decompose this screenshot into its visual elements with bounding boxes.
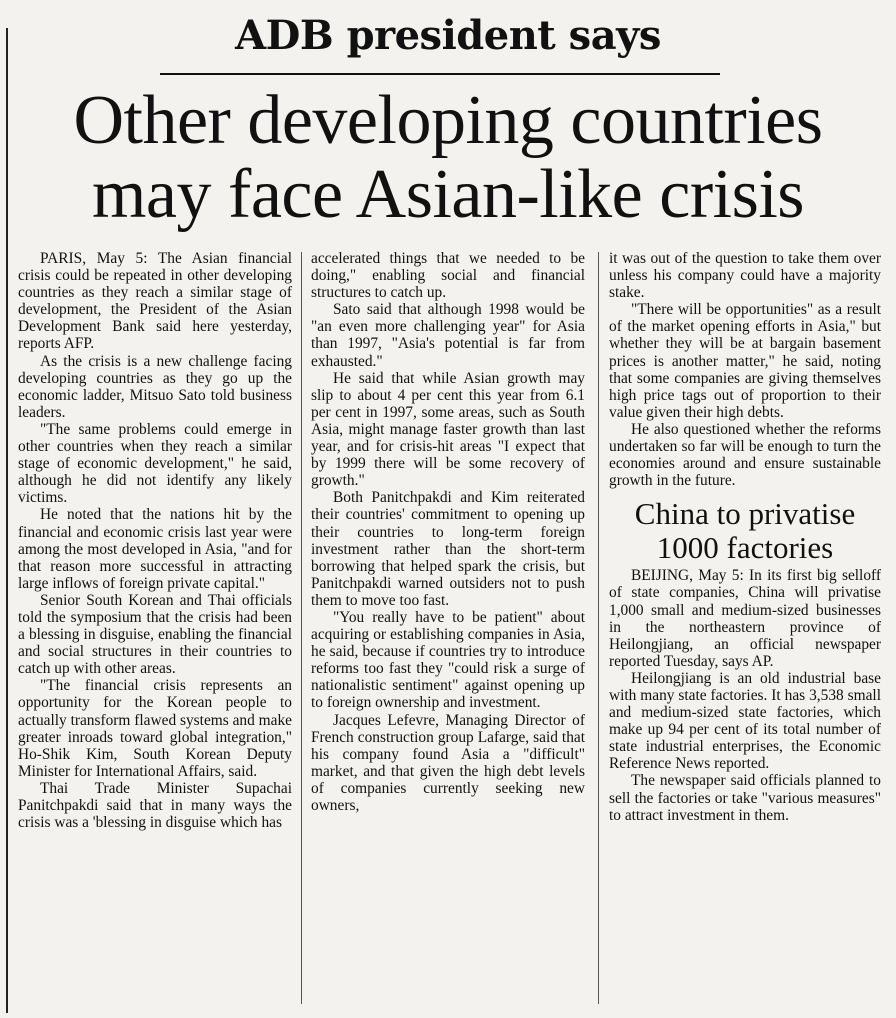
main-headline-line-1: Other developing countries	[73, 82, 823, 159]
kicker-rule	[160, 73, 720, 75]
paragraph: BEIJING, May 5: In its first big selloff of state companies, China will privatise 1,000 small and medium-sized businesses in the northeastern province of Heilongjiang, an official newspaper reported Tuesday, says AP.	[609, 567, 881, 670]
paragraph: Jacques Lefevre, Managing Director of French construction group Lafarge, said that his company found Asia a "difficult" market, and that given the high debt levels of companies currently seeking new owners,	[311, 711, 585, 814]
column-rule-2	[598, 252, 599, 1004]
article-column-2	[311, 250, 585, 814]
main-headline-line-2: may face Asian-like crisis	[91, 156, 805, 233]
paragraph: "There will be opportunities" as a result of the market opening efforts in Asia," but whether they will be at bargain basement prices is another matter," he said, noting that some companies are giving themselves high price tags out of proportion to their value given their high debts.	[609, 301, 881, 421]
article-column-1	[18, 250, 292, 831]
article-column-3	[609, 250, 881, 824]
paragraph: As the crisis is a new challenge facing developing countries as they go up the economic ladder, Mitsuo Sato told business leaders.	[18, 352, 292, 421]
paragraph: PARIS, May 5: The Asian financial crisis could be repeated in other developing countries as they reach a similar stage of development, the President of the Asian Development Bank said here yesterday, reports AFP.	[18, 250, 292, 353]
paragraph: The newspaper said officials planned to sell the factories or take "various measures" to attract investment in them.	[609, 772, 881, 824]
paragraph: Both Panitchpakdi and Kim reiterated their countries' commitment to opening up their countries to long-term foreign investment rather than the short-term borrowing that helped spark the crisis, but Panitchpakdi warned outsiders not to push them to move too fast.	[311, 489, 585, 609]
kicker-headline: ADB president says	[235, 12, 661, 59]
paragraph: it was out of the question to take them over unless his company could have a majority stake.	[609, 250, 881, 302]
sidebar-headline-line-1: China to privatise	[634, 496, 856, 532]
paragraph: "You really have to be patient" about acquiring or establishing companies in Asia, he said, because if countries try to introduce reforms too fast they "could risk a surge of nationalistic sentiment" against opening up to foreign ownership and investment.	[311, 608, 585, 712]
paragraph: He also questioned whether the reforms undertaken so far will be enough to turn the economies around and ensure sustainable growth in the future.	[609, 420, 881, 490]
paragraph: "The same problems could emerge in other countries when they reach a similar stage of economic development," he said, although he did not identify any likely victims.	[18, 420, 292, 507]
paragraph: He noted that the nations hit by the financial and economic crisis last year were among the most developed in Asia, "and for that reason more successful in attracting large inflows of foreign private capital."	[18, 506, 292, 592]
paragraph: Heilongjiang is an old industrial base with many state factories. It has 3,538 small and medium-sized state factories, which make up 94 per cent of its total number of state industrial enterprises, the Economic Reference News reported.	[609, 669, 881, 773]
main-headline	[0, 84, 896, 232]
column-rule-1	[301, 252, 302, 1004]
paragraph: Thai Trade Minister Supachai Panitchpakdi said that in many ways the crisis was a 'blessing in disguise which has	[18, 779, 292, 832]
paragraph: Senior South Korean and Thai officials told the symposium that the crisis had been a blessing in disguise, enabling the financial and social structures in their countries to catch up with other areas.	[18, 591, 292, 678]
paragraph: He said that while Asian growth may slip to about 4 per cent this year from 6.1 per cent in 1997, some areas, such as South Asia, might manage faster growth than last year, and for crisis-hit areas "I expect that by 1999 there will be some recovery of growth."	[311, 369, 585, 490]
sidebar-headline	[609, 497, 881, 565]
paragraph: "The financial crisis represents an opportunity for the Korean people to actually transform flawed systems and make greater inroads toward global integration," Ho-Shik Kim, South Korean Deputy Minister for International Affairs, said.	[18, 677, 292, 780]
sidebar-headline-line-2: 1000 factories	[656, 530, 834, 566]
paragraph: Sato said that although 1998 would be "an even more challenging year" for Asia than 1997, "Asia's potential is far from exhausted."	[311, 301, 585, 370]
paragraph: accelerated things that we needed to be doing," enabling social and financial structures to catch up.	[311, 250, 585, 302]
